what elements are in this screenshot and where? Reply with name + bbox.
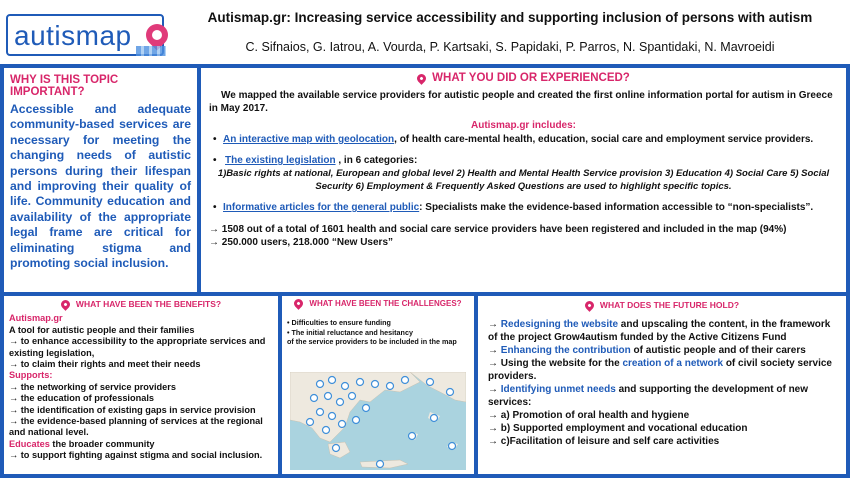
poster-header: [0, 0, 850, 64]
challenges-heading: [287, 299, 469, 308]
location-pin-icon: [293, 297, 306, 310]
why-panel: [4, 68, 197, 292]
benefits-subheading: Supports:: [9, 370, 53, 381]
challenges-heading-text: WHAT HAVE BEEN THE CHALLENGES?: [309, 299, 462, 308]
bullet-icon: •: [213, 134, 217, 145]
bullet-icon: •: [213, 155, 217, 166]
interactive-map-link[interactable]: An interactive map with geolocation: [223, 134, 395, 145]
did-includes-label: Autismap.gr includes:: [470, 120, 576, 131]
benefit-line: → to support fighting against stigma and social inclusion.: [9, 450, 263, 461]
location-pin-icon: [59, 298, 72, 311]
why-body: Accessible and adequate community-based services are necessary for meeting the changing needs of autistic persons during their lifespan and improving their quality of life. Community education and availability of the appropriate legal frame are critical for eliminating stigma and promoting social inclusion.: [10, 102, 191, 271]
stat-providers: → 1508 out of a total of 1601 health and social care service providers have been registered and included in the map (94%): [209, 224, 787, 235]
future-heading: [488, 299, 836, 312]
benefit-line: → the education of professionals: [9, 393, 154, 404]
benefit-line: → the evidence-based planning of services at the regional and national level.: [9, 416, 263, 438]
legislation-categories: 1)Basic rights at national, European and global level 2) Health and Mental Health Service provision 3) Education 4) Social Care 5) Social Security 6) Employment & Frequently Asked Questions are used to highlight specific topics.: [217, 168, 830, 192]
future-line: → c)Facilitation of leisure and self care activities: [488, 436, 720, 447]
authors-line: C. Sifnaios, G. Iatrou, A. Vourda, P. Kartsaki, S. Papidaki, P. Parros, N. Spantidaki, N. Mavroeidi: [245, 40, 775, 54]
future-panel: [478, 296, 846, 474]
logo-text: autismap: [14, 20, 132, 51]
did-heading-text: WHAT YOU DID OR EXPERIENCED?: [432, 72, 630, 84]
did-panel: [201, 68, 846, 292]
location-pin-icon: [415, 72, 428, 85]
why-heading: WHY IS THIS TOPIC IMPORTANT?: [10, 74, 119, 98]
challenge-line: • Difficulties to ensure funding: [287, 318, 391, 327]
future-line: → Redesigning the website and upscaling the content, in the framework of the project Grow4autism funded by the Active Citizens Fund: [488, 319, 831, 343]
did-heading: [209, 72, 838, 84]
list-item: [209, 154, 838, 167]
future-line: → a) Promotion of oral health and hygiene: [488, 410, 690, 421]
list-item: [209, 201, 838, 214]
challenge-line: • The initial reluctance and hesitancy: [287, 327, 413, 337]
challenges-panel: [282, 296, 474, 474]
list-item-text: , of health care-mental health, education, social care and employment service providers.: [394, 134, 814, 145]
legislation-link[interactable]: The existing legislation: [225, 155, 336, 166]
bullet-icon: •: [213, 202, 217, 213]
stat-users: → 250.000 users, 218.000 “New Users”: [209, 236, 394, 248]
benefits-heading: [9, 299, 273, 310]
list-item-text: , in 6 categories:: [335, 155, 418, 166]
benefit-line: A tool for autistic people and their families: [9, 324, 195, 335]
greece-map-svg: [290, 372, 466, 470]
location-pin-icon: [583, 299, 596, 312]
benefits-subheading: Educates: [9, 438, 50, 449]
list-item: [209, 133, 838, 146]
greece-map-image: [290, 372, 466, 470]
benefit-line: → the networking of service providers: [9, 381, 176, 392]
benefits-heading-text: WHAT HAVE BEEN THE BENEFITS?: [75, 299, 222, 309]
challenge-line: of the service providers to be included in the map: [287, 337, 457, 346]
informative-articles-link[interactable]: Informative articles for the general public: [223, 202, 420, 213]
did-intro: We mapped the available service providers for autistic people and created the first online information portal for autism in Greece in May 2017.: [209, 90, 833, 114]
poster-title: Autismap.gr: Increasing service accessibility and supporting inclusion of persons with autism: [207, 10, 813, 25]
benefit-line: → to enhance accessibility to the appropriate services and existing legislation,: [9, 336, 266, 358]
future-line: → b) Supported employment and vocational education: [488, 423, 748, 434]
benefit-line: → the identification of existing gaps in service provision: [9, 404, 256, 415]
future-heading-text: WHAT DOES THE FUTURE HOLD?: [599, 300, 740, 310]
benefits-subheading: Autismap.gr: [9, 313, 63, 324]
future-line: → Enhancing the contribution of autistic people and of their carers: [488, 345, 806, 356]
map-tiles-icon: [136, 46, 166, 56]
future-line: → Identifying unmet needs and supporting the development of new services:: [488, 384, 809, 408]
benefits-panel: [4, 296, 278, 474]
future-line: → Using the website for the creation of a network of civil society service providers.: [488, 358, 832, 382]
list-item-text: : Specialists make the evidence-based information accessible to “non-specialists”.: [419, 202, 814, 213]
benefit-line: → to claim their rights and meet their needs: [9, 359, 201, 370]
benefit-line: the broader community: [49, 438, 155, 449]
autismap-logo: [6, 14, 164, 56]
